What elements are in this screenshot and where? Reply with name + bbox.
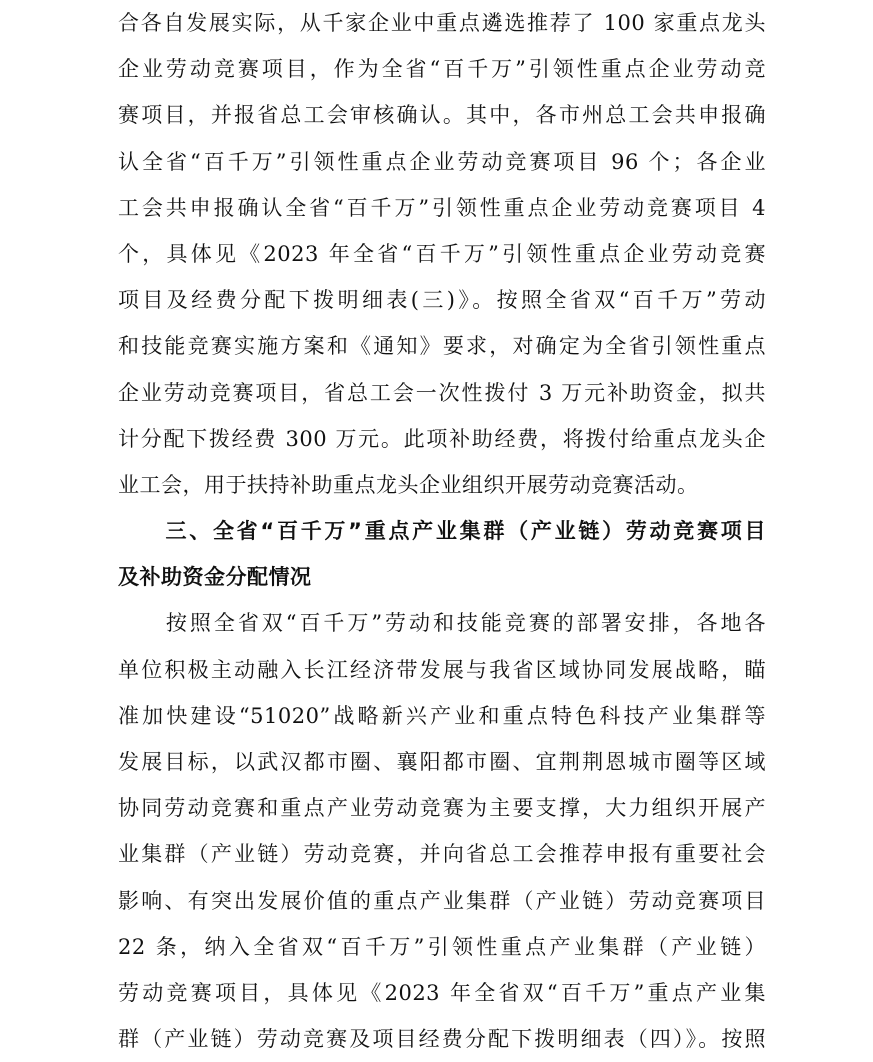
section-heading bbox=[118, 508, 766, 600]
text-line: 赛项目，并报省总工会审核确认。其中，各市州总工会共申报确 bbox=[118, 103, 766, 128]
text-line: 22 条，纳入全省双“百千万”引领性重点产业集群（产业链） bbox=[118, 934, 766, 959]
document-page bbox=[118, 0, 766, 1062]
heading-line: 三、全省“百千万”重点产业集群（产业链）劳动竞赛项目 bbox=[118, 519, 766, 544]
text-line: 按照全省双“百千万”劳动和技能竞赛的部署安排，各地各 bbox=[118, 611, 766, 636]
paragraph-2 bbox=[118, 600, 766, 1062]
text-line: 劳动竞赛项目，具体见《2023 年全省双“百千万”重点产业集 bbox=[118, 980, 766, 1005]
text-line: 准加快建设“51020”战略新兴产业和重点特色科技产业集群等 bbox=[118, 703, 766, 728]
text-line: 协同劳动竞赛和重点产业劳动竞赛为主要支撑，大力组织开展产 bbox=[118, 796, 766, 821]
text-line: 认全省“百千万”引领性重点企业劳动竞赛项目 96 个；各企业 bbox=[118, 149, 766, 174]
text-line: 计分配下拨经费 300 万元。此项补助经费，将拨付给重点龙头企 bbox=[118, 426, 766, 451]
text-line: 企业劳动竞赛项目，作为全省“百千万”引领性重点企业劳动竞 bbox=[118, 57, 766, 82]
text-line: 单位积极主动融入长江经济带发展与我省区域协同发展战略，瞄 bbox=[118, 657, 766, 682]
heading-line: 及补助资金分配情况 bbox=[118, 565, 312, 590]
text-line: 影响、有突出发展价值的重点产业集群（产业链）劳动竞赛项目 bbox=[118, 888, 766, 913]
text-line: 发展目标，以武汉都市圈、襄阳都市圈、宜荆荆恩城市圈等区域 bbox=[118, 750, 766, 774]
text-line: 个，具体见《2023 年全省“百千万”引领性重点企业劳动竞赛 bbox=[118, 241, 766, 266]
text-line: 业工会，用于扶持补助重点龙头企业组织开展劳动竞赛活动。 bbox=[118, 472, 699, 497]
text-line: 项目及经费分配下拨明细表(三)》。按照全省双“百千万”劳动 bbox=[118, 288, 766, 313]
paragraph-1 bbox=[118, 0, 766, 508]
text-line: 企业劳动竞赛项目，省总工会一次性拨付 3 万元补助资金，拟共 bbox=[118, 380, 766, 405]
text-line: 合各自发展实际，从千家企业中重点遴选推荐了 100 家重点龙头 bbox=[118, 11, 766, 35]
text-line: 和技能竞赛实施方案和《通知》要求，对确定为全省引领性重点 bbox=[118, 334, 766, 359]
text-line: 工会共申报确认全省“百千万”引领性重点企业劳动竞赛项目 4 bbox=[118, 195, 766, 220]
text-line: 群（产业链）劳动竞赛及项目经费分配下拨明细表（四）》。按照 bbox=[118, 1027, 766, 1052]
text-line: 业集群（产业链）劳动竞赛，并向省总工会推荐申报有重要社会 bbox=[118, 842, 766, 867]
